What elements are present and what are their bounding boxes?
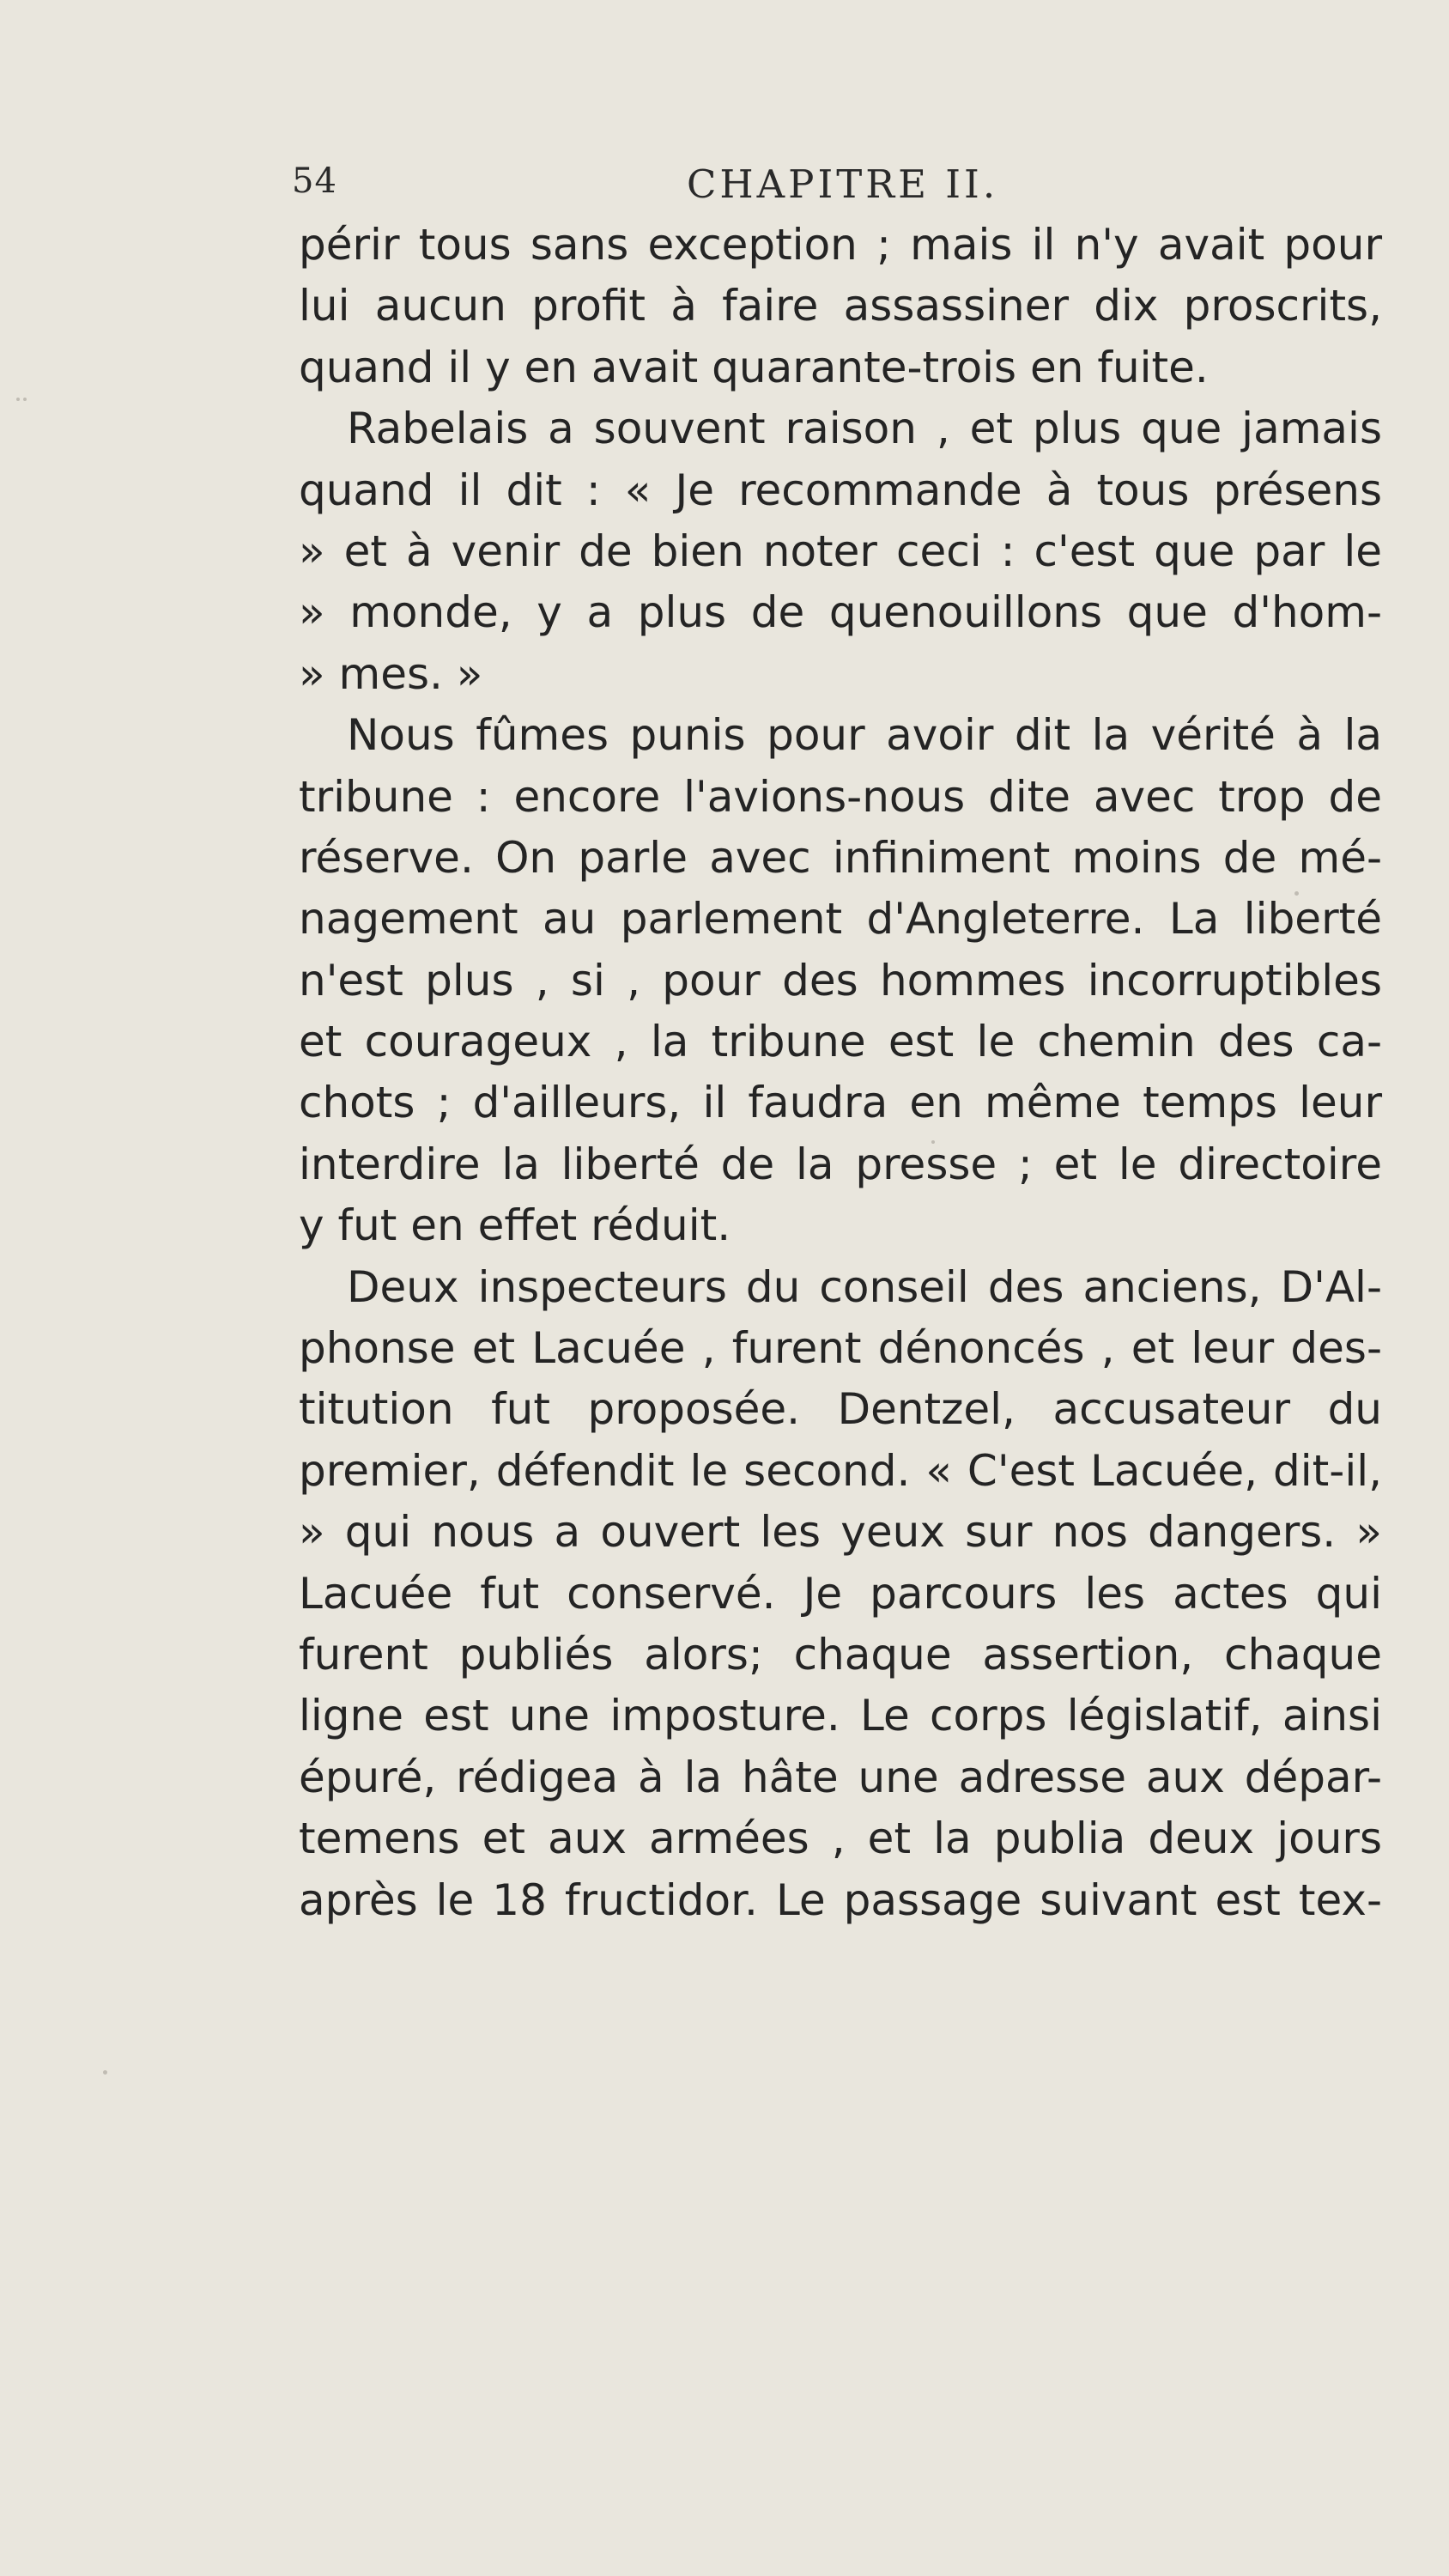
paragraph-start-line: Deux inspecteurs du conseil des anciens, D'Al- — [347, 1261, 1382, 1312]
text-line: tribune : encore l'avions-nous dite avec trop de — [299, 771, 1382, 822]
text-line: et courageux , la tribune est le chemin des ca- — [299, 1017, 1382, 1067]
text-line: premier, défendit le second. « C'est Lacuée, dit-il, — [299, 1445, 1382, 1496]
text-line: quand il y en avait quarante-trois en fuite. — [299, 342, 1209, 392]
text-line: chots ; d'ailleurs, il faudra en même temps leur — [299, 1078, 1382, 1128]
text-line: Lacuée fut conservé. Je parcours les actes qui — [299, 1568, 1382, 1619]
text-line: » monde, y a plus de quenouillons que d'hom- — [299, 587, 1382, 638]
body-text — [299, 215, 1382, 1931]
text-line: périr tous sans exception ; mais il n'y avait pour — [299, 220, 1382, 270]
text-line: temens et aux armées , et la publia deux jours — [299, 1814, 1382, 1864]
text-line: épuré, rédigea à la hâte une adresse aux dépar- — [299, 1752, 1382, 1802]
text-line: réserve. On parle avec infiniment moins de mé- — [299, 832, 1382, 883]
text-line: ligne est une imposture. Le corps législatif, ainsi — [299, 1691, 1382, 1741]
text-line: interdire la liberté de la presse ; et le directoire — [299, 1139, 1382, 1189]
paper-speck — [16, 398, 20, 401]
text-line: y fut en effet réduit. — [299, 1200, 731, 1251]
paper-speck — [23, 398, 27, 401]
paragraph-start-line: Nous fûmes punis pour avoir dit la vérité à la — [347, 710, 1382, 761]
paper-speck — [1294, 891, 1299, 896]
text-line: furent publiés alors; chaque assertion, chaque — [299, 1629, 1382, 1680]
text-line: après le 18 fructidor. Le passage suivant est tex- — [299, 1874, 1382, 1925]
running-title: CHAPITRE II. — [687, 161, 999, 207]
page-number: 54 — [292, 161, 337, 201]
text-line: phonse et Lacuée , furent dénoncés , et leur des- — [299, 1323, 1382, 1374]
text-line: quand il dit : « Je recommande à tous présens — [299, 465, 1382, 515]
text-line: » qui nous a ouvert les yeux sur nos dangers. » — [299, 1507, 1382, 1558]
text-line: » et à venir de bien noter ceci : c'est que par le — [299, 526, 1382, 576]
text-line: lui aucun profit à faire assassiner dix proscrits, — [299, 281, 1382, 331]
text-line: » mes. » — [299, 648, 483, 699]
text-line: titution fut proposée. Dentzel, accusateur du — [299, 1384, 1382, 1435]
text-line: n'est plus , si , pour des hommes incorruptibles — [299, 955, 1382, 1005]
paper-speck — [103, 2070, 107, 2075]
paper-speck — [931, 1140, 935, 1144]
page-header — [0, 161, 1449, 213]
paragraph-start-line: Rabelais a souvent raison , et plus que jamais — [347, 404, 1382, 454]
text-line: nagement au parlement d'Angleterre. La liberté — [299, 894, 1382, 945]
